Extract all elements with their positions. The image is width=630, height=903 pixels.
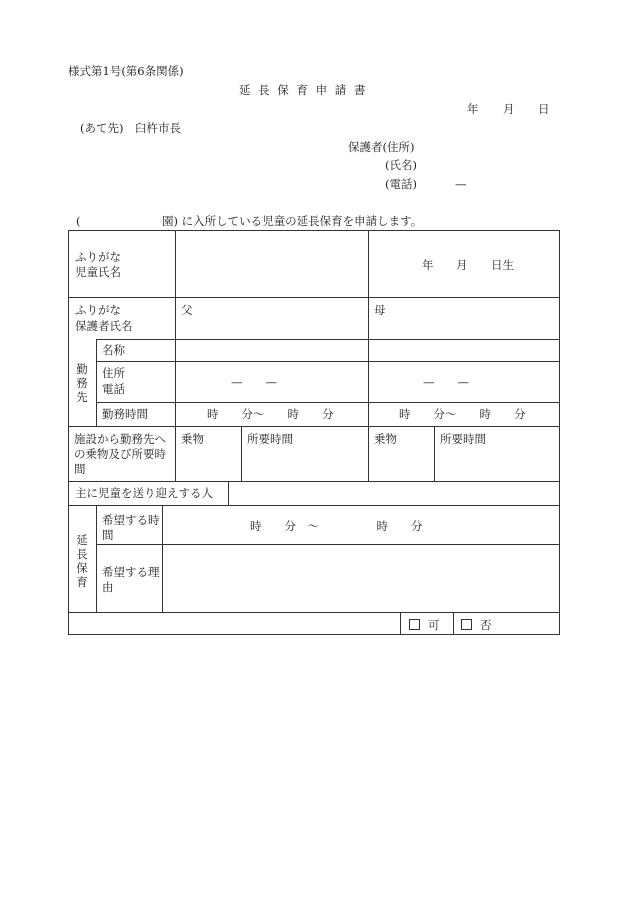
- date-day: 日: [538, 102, 550, 116]
- father-label: 父: [181, 303, 193, 317]
- date-year: 年: [467, 102, 479, 116]
- guardian-phone-dash: —: [455, 177, 467, 191]
- mother-work-time: 時 分～ 時 分: [399, 407, 526, 421]
- date-month: 月: [503, 102, 515, 116]
- col-divider: [453, 612, 454, 634]
- row-divider: [96, 402, 559, 403]
- workplace-label: 勤務先: [76, 362, 88, 404]
- mother-label: 母: [374, 303, 386, 317]
- approve-label: 可: [428, 618, 440, 632]
- birth-day: 日生: [491, 258, 514, 272]
- row-divider: [96, 339, 559, 340]
- guardian-name-row-label: 保護者氏名: [75, 319, 133, 333]
- col-divider: [368, 231, 369, 481]
- mother-phone-dashes: — —: [423, 375, 469, 389]
- desired-reason-field[interactable]: [163, 545, 559, 612]
- application-table: [68, 230, 560, 635]
- workplace-name-label: 名称: [102, 343, 125, 357]
- desired-reason-label: 希望する理由: [102, 565, 160, 594]
- deny-checkbox[interactable]: [461, 619, 472, 630]
- approve-checkbox[interactable]: [409, 619, 420, 630]
- row-divider: [69, 297, 559, 298]
- row-divider: [69, 426, 559, 427]
- col-divider: [96, 339, 97, 426]
- addressee: (あて先) 臼杵市長: [80, 121, 181, 135]
- mother-required-time-label: 所要時間: [440, 432, 486, 446]
- deny-option[interactable]: [461, 619, 492, 632]
- birth-year: 年: [422, 258, 434, 272]
- row-divider: [69, 612, 559, 613]
- col-divider: [96, 505, 97, 612]
- pickup-person-label: 主に児童を送り迎えする人: [75, 486, 213, 500]
- col-divider: [434, 426, 435, 481]
- guardian-phone-label: (電話): [385, 177, 417, 191]
- workplace-phone-label: 電話: [102, 382, 125, 396]
- col-divider: [400, 612, 401, 634]
- deny-label: 否: [480, 618, 492, 632]
- father-phone-dashes: — —: [231, 375, 277, 389]
- desired-time-label: 希望する時間: [102, 513, 160, 542]
- desired-time-range: 時 分 ～ 時 分: [250, 519, 423, 533]
- intro-open-paren: (: [76, 214, 81, 228]
- work-hours-label: 勤務時間: [102, 407, 148, 421]
- row-divider: [96, 361, 559, 362]
- form-title: 延 長 保 育 申 請 書: [239, 83, 368, 97]
- col-divider: [241, 426, 242, 481]
- mother-vehicle-label: 乗物: [374, 432, 397, 446]
- intro-text: 園) に入所している児童の延長保育を申請します。: [162, 214, 423, 228]
- commute-label: 施設から勤務先への乗物及び所要時間: [74, 432, 166, 476]
- child-name-kana-label: ふりがな: [75, 250, 121, 264]
- row-divider: [69, 505, 559, 506]
- guardian-kana-label: ふりがな: [75, 303, 121, 317]
- father-work-time: 時 分～ 時 分: [207, 407, 334, 421]
- father-required-time-label: 所要時間: [247, 432, 293, 446]
- child-name-field[interactable]: [176, 231, 368, 297]
- guardian-name-label: (氏名): [385, 158, 417, 172]
- workplace-address-label: 住所: [102, 366, 125, 380]
- approve-option[interactable]: [409, 619, 440, 632]
- pickup-person-field[interactable]: [229, 482, 559, 505]
- extended-care-label: 延長保育: [76, 533, 88, 589]
- father-vehicle-label: 乗物: [181, 432, 204, 446]
- birth-month: 月: [456, 258, 468, 272]
- form-number: 様式第1号(第6条関係): [68, 64, 184, 78]
- guardian-address-label: 保護者(住所): [348, 140, 415, 154]
- child-name-label: 児童氏名: [75, 265, 121, 279]
